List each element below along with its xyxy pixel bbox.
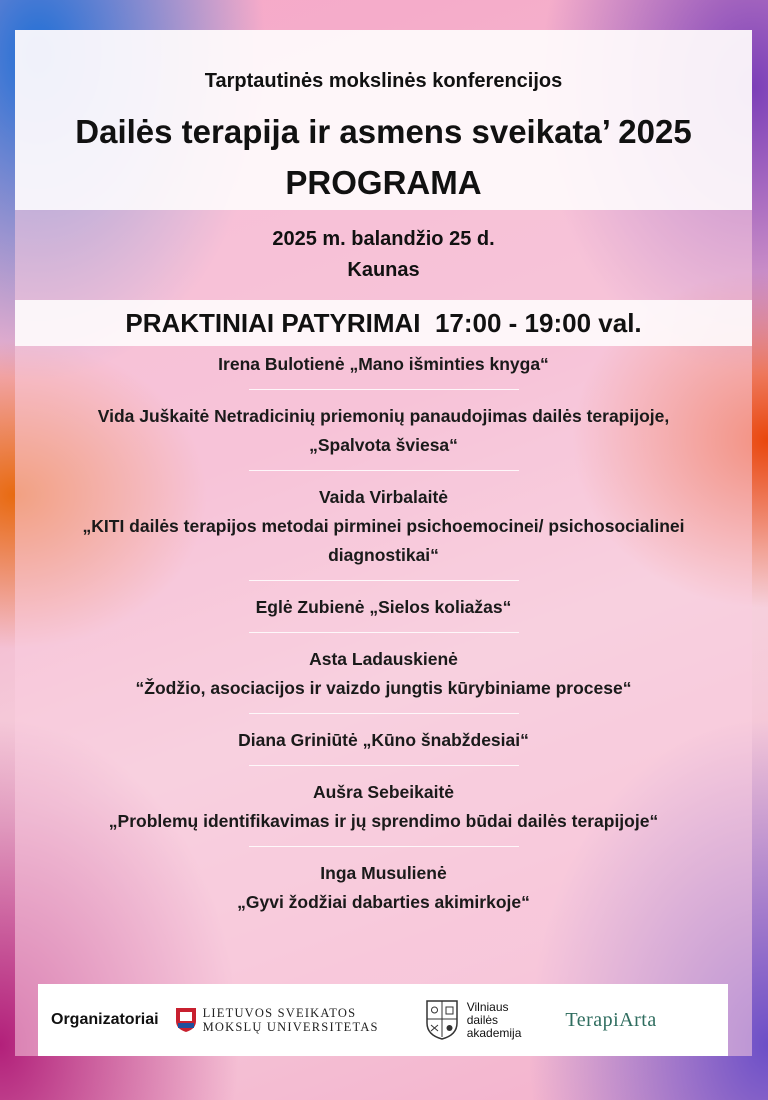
vda-name-line3: akademija [466,1025,522,1040]
divider [249,580,519,581]
session-heading: PRAKTINIAI PATYRIMAI 17:00 - 19:00 val. [125,308,642,338]
divider [249,765,519,766]
divider [249,846,519,847]
lsmu-logo [175,1006,379,1034]
speaker-entry: Aušra Sebeikaitė „Problemų identifikavimas ir jų sprendimo būdai dailės terapijoje“ [108,782,659,831]
speaker-entry: Eglė Zubienė „Sielos koliažas“ [255,597,512,617]
organizers-label: Organizatoriai [51,1011,159,1028]
speaker-entry: Asta Ladauskienė “Žodžio, asociacijos ir vaizdo jungtis kūrybiniame procese“ [135,649,632,698]
vda-name-line1: Vilniaus [466,999,509,1014]
vda-crest-icon [425,999,459,1041]
terapiarta-logo: TerapiArta [565,1008,657,1031]
event-city: Kaunas [347,259,420,281]
divider [249,389,519,390]
divider [249,470,519,471]
lsmu-name-line1: LIETUVOS SVEIKATOS [202,1006,357,1020]
conference-subtitle: Tarptautinės mokslinės konferencijos [204,70,563,92]
program-heading: PROGRAMA [285,164,482,201]
speaker-entry: Vaida Virbalaitė „KITI dailės terapijos metodai pirminei psichoemocinei/ psichosocialinei diagnostikai“ [82,487,685,565]
speaker-entry: Diana Griniūtė „Kūno šnabždesiai“ [238,730,529,750]
event-date: 2025 m. balandžio 25 d. [272,228,495,250]
speaker-list [15,350,752,917]
lsmu-shield-icon [175,1007,197,1033]
divider [249,632,519,633]
speaker-entry: Vida Juškaitė Netradicinių priemonių panaudojimas dailės terapijoje, „Spalvota šviesa“ [97,406,670,455]
conference-title: Dailės terapija ir asmens sveikata’ 2025 [75,113,692,150]
speaker-entry: Irena Bulotienė „Mano išminties knyga“ [218,354,549,374]
speaker-entry: Inga Musulienė „Gyvi žodžiai dabarties akimirkoje“ [237,863,530,912]
organizers-footer [38,984,728,1056]
lsmu-name-line2: MOKSLŲ UNIVERSITETAS [202,1020,379,1034]
divider [249,713,519,714]
vda-name-line2: dailės [466,1012,499,1027]
vda-logo [425,999,522,1041]
